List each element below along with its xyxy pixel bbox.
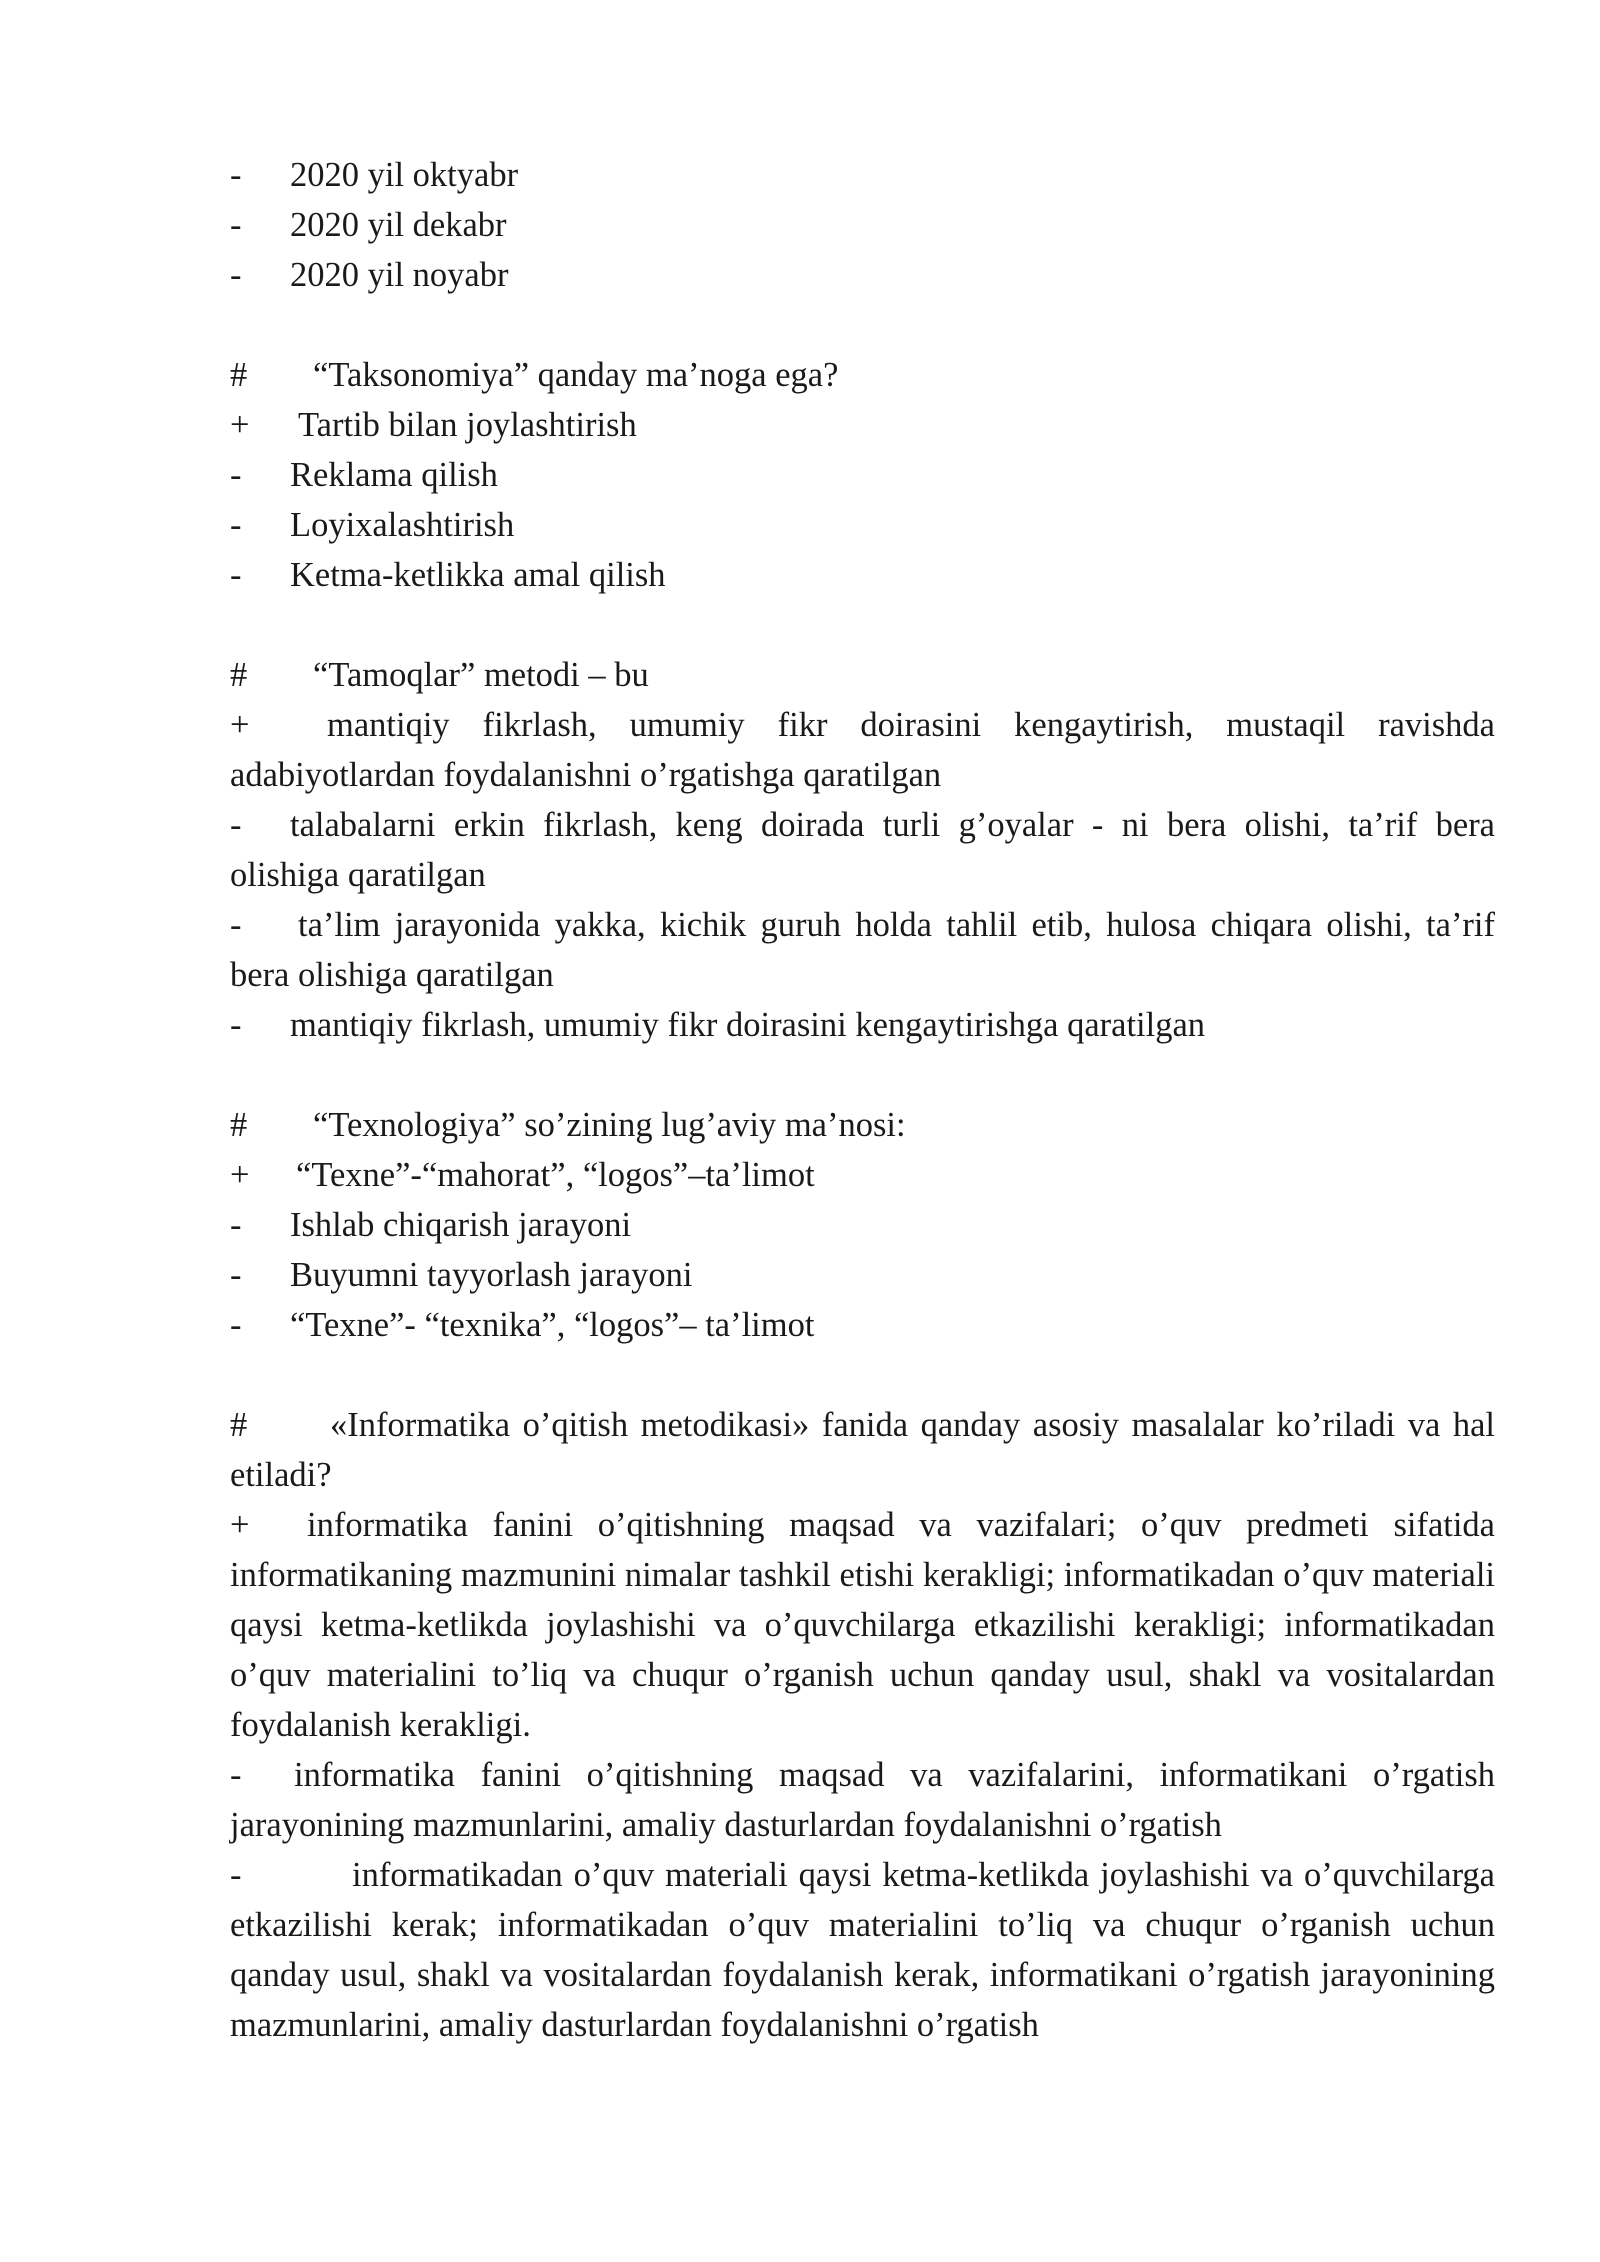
answer-option-correct [230, 1150, 1495, 1200]
option-marker: - [230, 256, 242, 294]
option-marker: - [230, 206, 242, 244]
option-text: 2020 yil noyabr [290, 256, 509, 294]
option-marker: - [230, 806, 242, 844]
option-text: Ishlab chiqarish jarayoni [290, 1206, 632, 1244]
option-text: ta’lim jarayonida yakka, kichik guruh holda tahlil etib, hulosa chiqara olishi, ta’rif bera olishiga qaratilgan [230, 906, 1495, 994]
option-text: 2020 yil oktyabr [290, 156, 519, 194]
option-text: mantiqiy fikrlash, umumiy fikr doirasini kengaytirishga qaratilgan [290, 1006, 1206, 1044]
answer-option [230, 800, 1495, 900]
option-text: talabalarni erkin fikrlash, keng doirada turli g’oyalar - ni bera olishi, ta’rif bera olishiga qaratilgan [230, 806, 1495, 894]
answer-option [230, 1750, 1495, 1850]
option-marker: - [230, 1006, 242, 1044]
option-text: “Texne”-“mahorat”, “logos”–ta’limot [296, 1156, 815, 1194]
option-marker: + [230, 406, 250, 444]
question-heading [230, 1400, 1495, 1500]
question-text: “Taksonomiya” qanday ma’noga ega? [313, 356, 839, 394]
option-marker: - [230, 556, 242, 594]
answer-option [230, 550, 1495, 600]
option-marker: - [230, 1256, 242, 1294]
option-marker: - [230, 1306, 242, 1344]
answer-option-correct [230, 400, 1495, 450]
option-text: 2020 yil dekabr [290, 206, 507, 244]
option-text: informatika fanini o’qitishning maqsad va vazifalarini, informatikani o’rgatish jarayonining mazmunlarini, amaliy dasturlardan foydalanishni o’rgatish [230, 1756, 1495, 1844]
option-text: Reklama qilish [290, 456, 498, 494]
answer-option [230, 450, 1495, 500]
option-marker: - [230, 156, 242, 194]
spacer [230, 600, 1495, 650]
option-marker: - [230, 1756, 242, 1794]
answer-option [230, 500, 1495, 550]
answer-option [230, 900, 1495, 1000]
option-text: informatikadan o’quv materiali qaysi ketma-ketlikda joylashishi va o’quvchilarga etkazilishi kerak; informatikadan o’quv materialini to’liq va chuqur o’rganish uchun qanday usul, shakl va vositalardan foydalanish kerak, informatikani o’rgatish jarayonining mazmunlarini, amaliy dasturlardan foydalanishni o’rgatish [230, 1856, 1495, 2044]
question-marker: # [230, 1406, 248, 1444]
answer-option [230, 1000, 1495, 1050]
option-text: mantiqiy fikrlash, umumiy fikr doirasini kengaytirish, mustaqil ravishda adabiyotlardan foydalanishni o’rgatishga qaratilgan [230, 706, 1495, 794]
question-text: “Texnologiya” so’zining lug’aviy ma’nosi: [313, 1106, 906, 1144]
answer-option [230, 150, 1495, 200]
answer-option [230, 1850, 1495, 2050]
answer-option [230, 1250, 1495, 1300]
answer-option [230, 200, 1495, 250]
option-marker: + [230, 1506, 250, 1544]
document-page [230, 150, 1495, 2050]
option-marker: + [230, 706, 250, 744]
option-text: “Texne”- “texnika”, “logos”– ta’limot [290, 1306, 815, 1344]
option-text: Ketma-ketlikka amal qilish [290, 556, 666, 594]
answer-option-correct [230, 1500, 1495, 1750]
option-text: Buyumni tayyorlash jarayoni [290, 1256, 693, 1294]
answer-option [230, 1300, 1495, 1350]
spacer [230, 1050, 1495, 1100]
option-text: informatika fanini o’qitishning maqsad va vazifalari; o’quv predmeti sifatida informatikaning mazmunini nimalar tashkil etishi kerakligi; informatikadan o’quv materiali qaysi ketma-ketlikda joylashishi va o’quvchilarga etkazilishi kerakligi; informatikadan o’quv materialini to’liq va chuqur o’rganish uchun qanday usul, shakl va vositalardan foydalanish kerakligi. [230, 1506, 1495, 1744]
option-text: Loyixalashtirish [290, 506, 515, 544]
option-marker: - [230, 906, 242, 944]
spacer [230, 300, 1495, 350]
spacer [230, 1350, 1495, 1400]
answer-option-correct [230, 700, 1495, 800]
answer-option [230, 250, 1495, 300]
question-marker: # [230, 356, 248, 394]
question-marker: # [230, 656, 248, 694]
question-heading [230, 350, 1495, 400]
question-text: «Informatika o’qitish metodikasi» fanida qanday asosiy masalalar ko’riladi va hal etiladi? [230, 1406, 1495, 1494]
option-marker: - [230, 1856, 242, 1894]
option-marker: - [230, 456, 242, 494]
question-heading [230, 1100, 1495, 1150]
question-text: “Tamoqlar” metodi – bu [313, 656, 649, 694]
option-text: Tartib bilan joylashtirish [298, 406, 637, 444]
answer-option [230, 1200, 1495, 1250]
question-marker: # [230, 1106, 248, 1144]
option-marker: + [230, 1156, 250, 1194]
question-heading [230, 650, 1495, 700]
option-marker: - [230, 1206, 242, 1244]
option-marker: - [230, 506, 242, 544]
